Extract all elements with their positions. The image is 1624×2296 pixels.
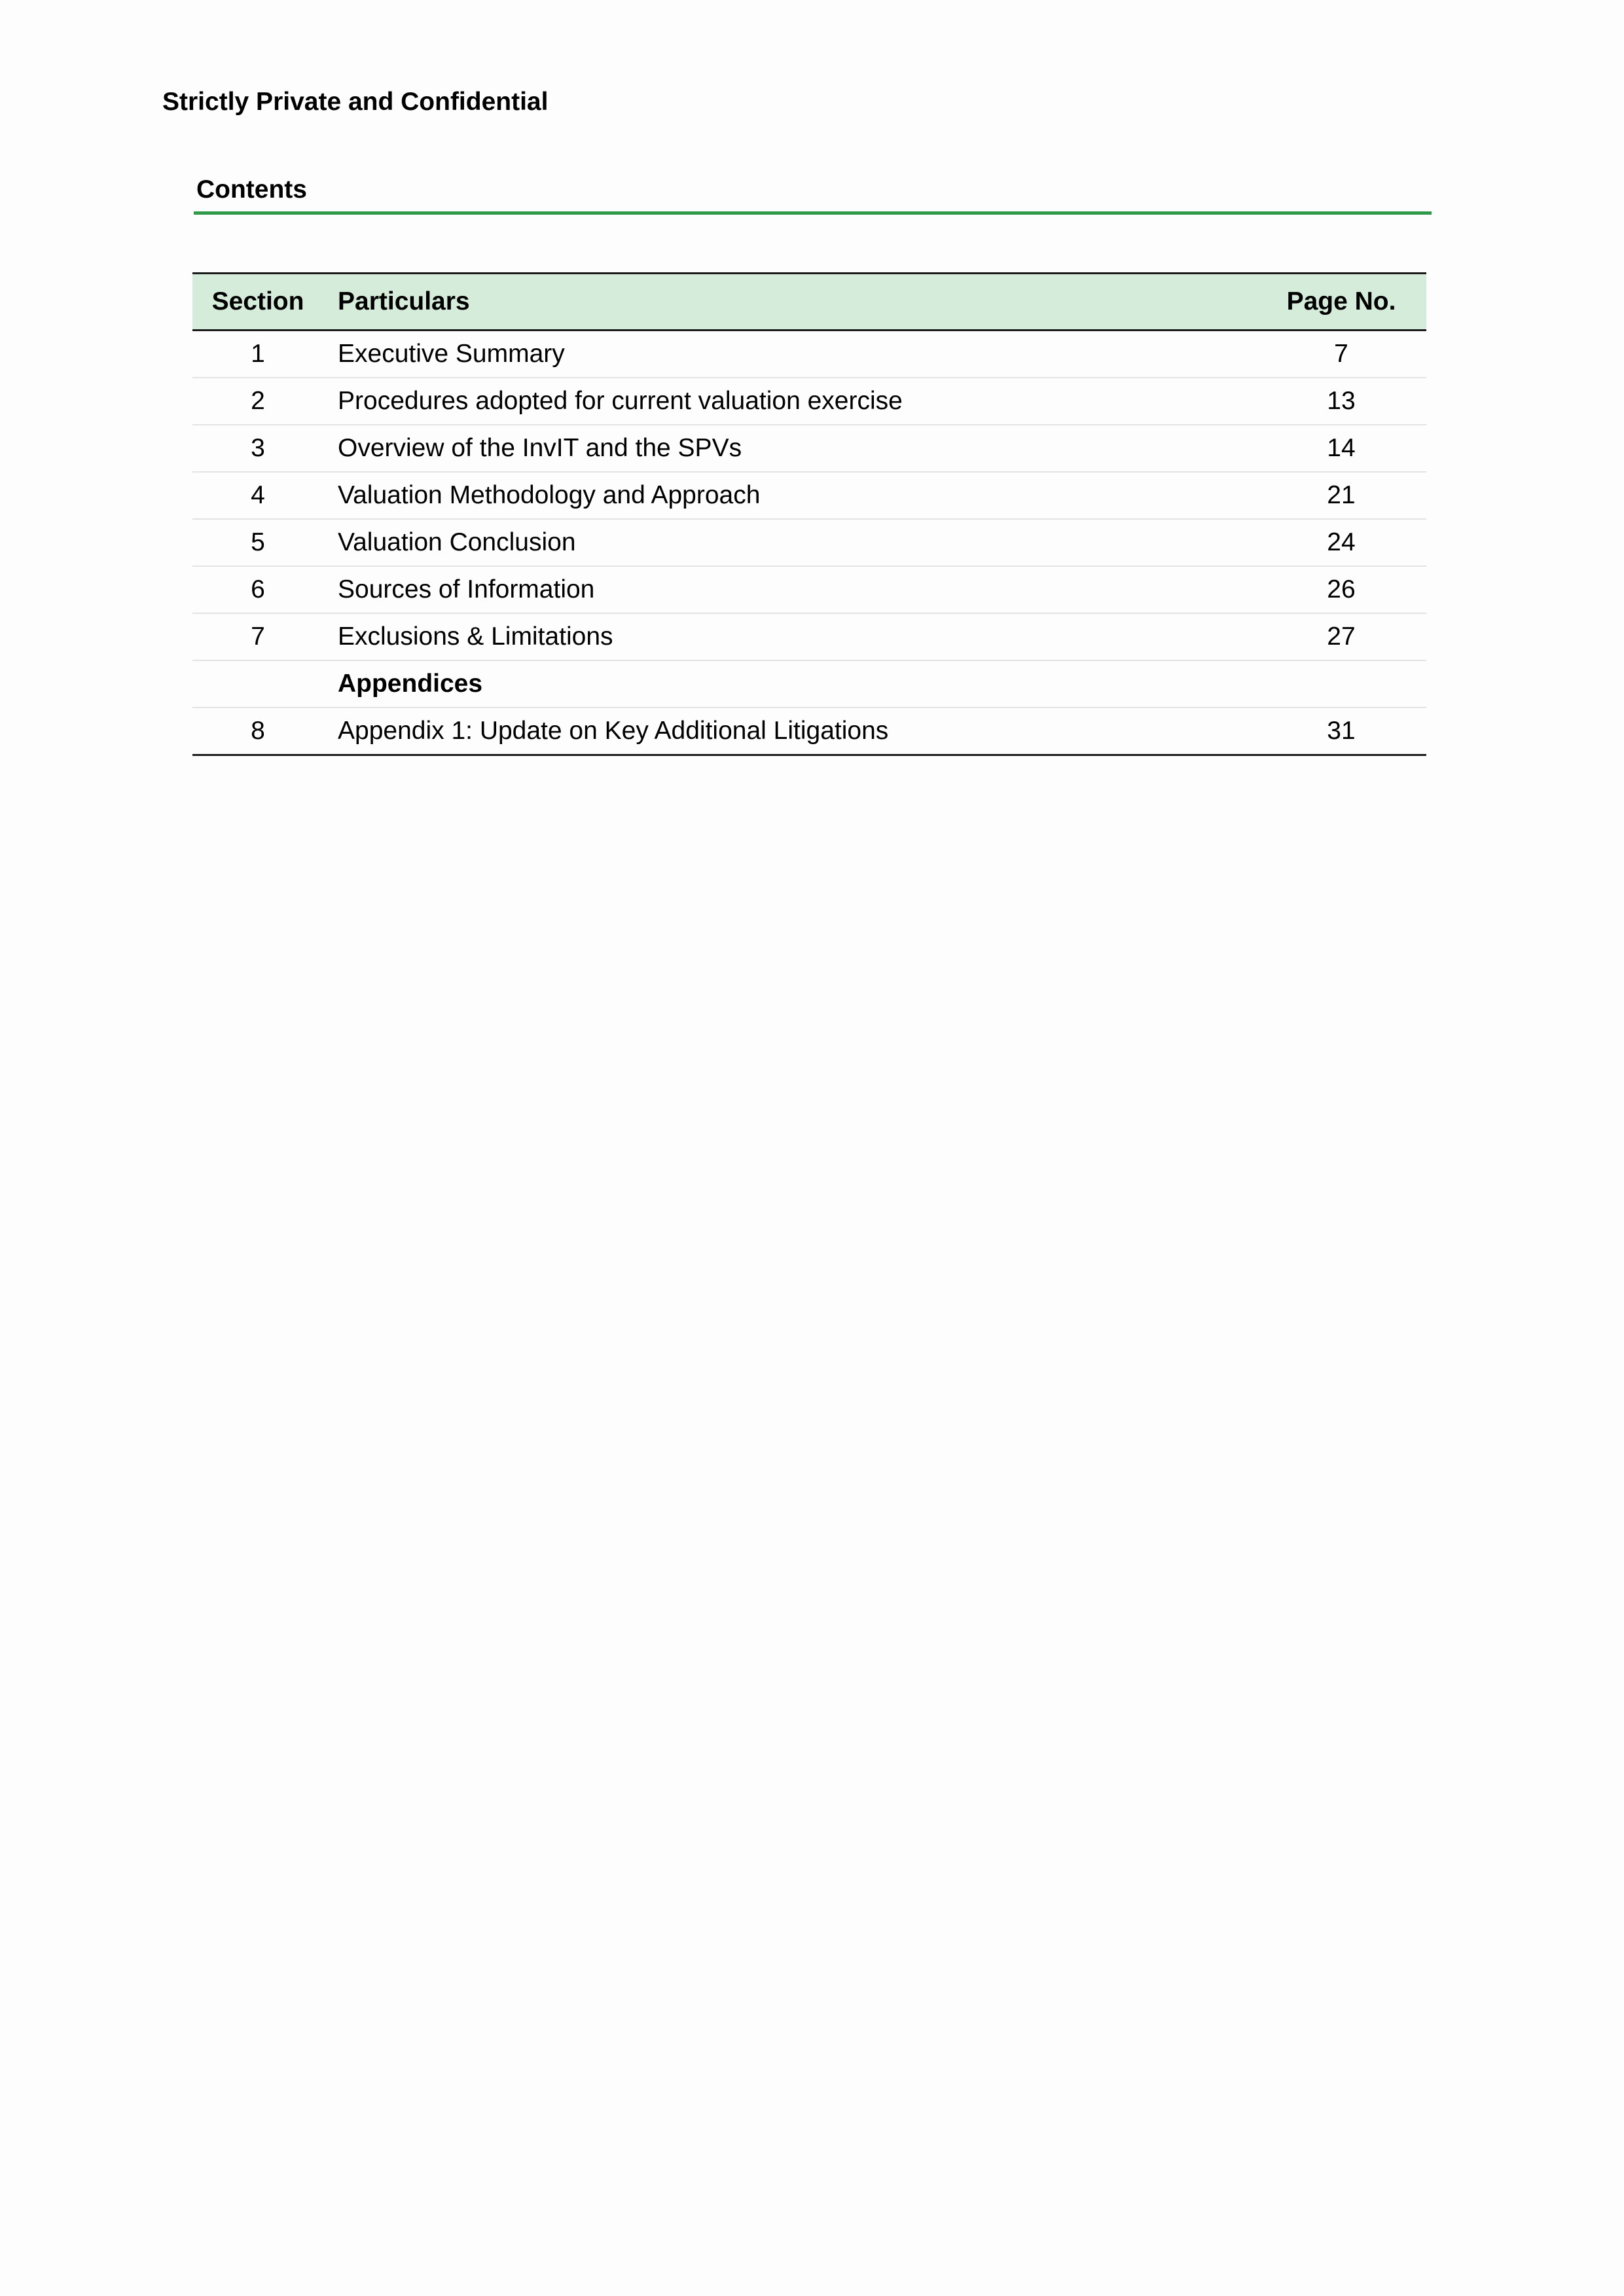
contents-table-header (192, 274, 1426, 331)
row-particulars[interactable]: Exclusions & Limitations (323, 613, 1256, 660)
column-header-particulars: Particulars (323, 274, 1256, 331)
row-page-number: 13 (1256, 378, 1426, 425)
row-section-number: 2 (192, 378, 323, 425)
row-section-number: 3 (192, 425, 323, 472)
row-page-number: 24 (1256, 519, 1426, 566)
row-section-number: 8 (192, 708, 323, 755)
row-page-number: 14 (1256, 425, 1426, 472)
appendices-heading: Appendices (323, 660, 1256, 708)
table-row (192, 425, 1426, 472)
row-page-number: 7 (1256, 331, 1426, 378)
table-row (192, 331, 1426, 378)
table-row (192, 378, 1426, 425)
row-section-number: 5 (192, 519, 323, 566)
row-section-number: 1 (192, 331, 323, 378)
contents-table-body (192, 331, 1426, 755)
table-row-appendices-heading (192, 660, 1426, 708)
row-particulars[interactable]: Overview of the InvIT and the SPVs (323, 425, 1256, 472)
row-particulars[interactable]: Appendix 1: Update on Key Additional Litigations (323, 708, 1256, 755)
row-page-number: 21 (1256, 472, 1426, 519)
row-page-number: 31 (1256, 708, 1426, 755)
table-row (192, 613, 1426, 660)
confidentiality-header: Strictly Private and Confidential (162, 88, 549, 116)
contents-table (192, 272, 1426, 756)
row-particulars[interactable]: Executive Summary (323, 331, 1256, 378)
contents-divider (194, 211, 1432, 215)
table-row (192, 708, 1426, 755)
row-section-number (192, 660, 323, 708)
column-header-page-no: Page No. (1256, 274, 1426, 331)
header-row (192, 274, 1426, 331)
row-particulars[interactable]: Procedures adopted for current valuation exercise (323, 378, 1256, 425)
row-section-number: 4 (192, 472, 323, 519)
row-section-number: 6 (192, 566, 323, 613)
table-row (192, 472, 1426, 519)
column-header-section: Section (192, 274, 323, 331)
row-page-number: 26 (1256, 566, 1426, 613)
row-page-number (1256, 660, 1426, 708)
table-row (192, 519, 1426, 566)
contents-title: Contents (196, 175, 307, 204)
row-particulars[interactable]: Valuation Conclusion (323, 519, 1256, 566)
row-particulars[interactable]: Sources of Information (323, 566, 1256, 613)
row-particulars[interactable]: Valuation Methodology and Approach (323, 472, 1256, 519)
table-row (192, 566, 1426, 613)
row-page-number: 27 (1256, 613, 1426, 660)
row-section-number: 7 (192, 613, 323, 660)
